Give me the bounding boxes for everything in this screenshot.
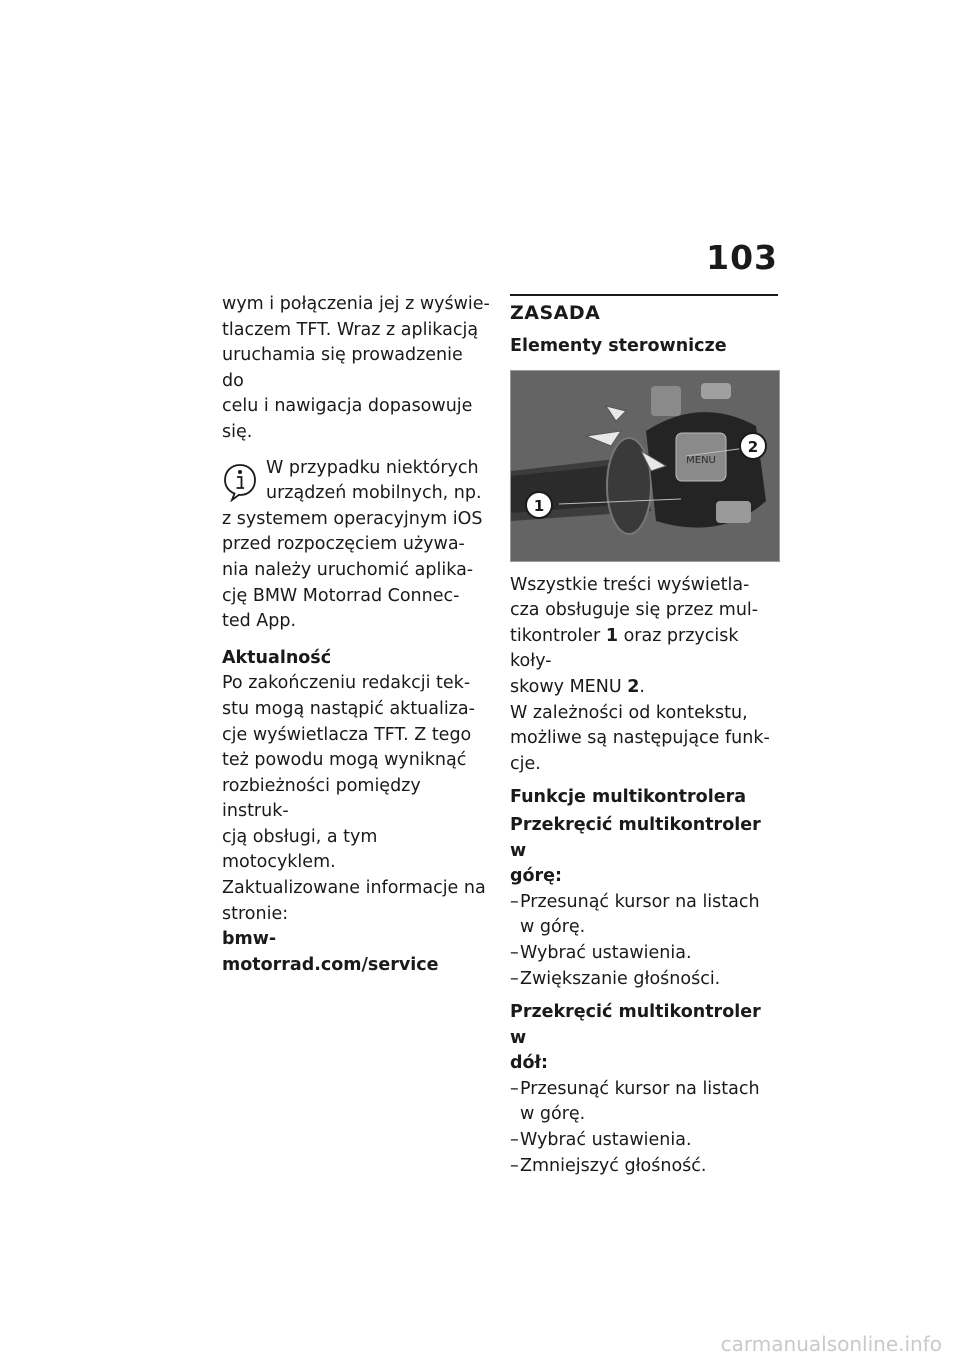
controls-description: Wszystkie treści wyświetla- cza obsługuje się przez mul- tikontroler 1 oraz przycisk koły- skowy MENU 2. W zależności od kontekstu, możliwe są następujące funk- cje.	[510, 574, 770, 774]
list-item: – Zmniejszyć głośność.	[510, 1155, 707, 1176]
rotate-up-heading: Przekręcić multikontroler w górę:	[510, 814, 761, 887]
aktualnosc-heading: Aktualność	[222, 647, 332, 668]
list-item: – Zwiększanie głośności.	[510, 968, 721, 989]
figure-label-2: 2	[747, 437, 759, 456]
intro-paragraph: wym i połączenia jej z wyświe- tlaczem TFT. Wraz z aplikacją uruchamia się prowadzenie do celu i nawigacja dopasowuje się.	[222, 294, 490, 442]
list-item: – Wybrać ustawienia.	[510, 942, 692, 963]
functions-heading: Funkcje multikontrolera	[510, 787, 747, 808]
rotate-up-list	[510, 890, 778, 992]
watermark: carmanualsonline.info	[720, 1332, 942, 1356]
aktualnosc-paragraph: Po zakończeniu redakcji tek- stu mogą nastąpić aktualiza- cje wyświetlacza TFT. Z tego też powodu mogą wyniknąć rozbieżności pomiędzy instruk- cją obsługi, a tym motocyklem. Zaktualizowane informacje na stronie:	[222, 673, 486, 924]
info-note: W przypadku niektórych urządzeń mobilnych, np. z systemem operacyjnym iOS przed rozpoczęciem używa- nia należy uruchomić aplika- cję BMW Motorrad Connec- ted App.	[222, 457, 483, 632]
list-item: – Przesunąć kursor na listach w górę.	[510, 1078, 760, 1125]
section-rule	[510, 294, 778, 296]
rotate-down-list	[510, 1077, 778, 1179]
left-column	[222, 292, 490, 978]
info-icon	[222, 462, 258, 502]
handlebar-controls-figure	[510, 370, 780, 562]
controls-heading: Elementy sterownicze	[510, 336, 727, 356]
right-column	[510, 294, 778, 1179]
figure-label-1: 1	[533, 496, 545, 515]
service-link[interactable]: bmw-motorrad.com/service	[222, 929, 439, 975]
page-number: 103	[706, 238, 778, 277]
menu-button-label: MENU	[686, 454, 716, 466]
rotate-down-heading: Przekręcić multikontroler w dół:	[510, 1002, 761, 1074]
section-title: ZASADA	[510, 302, 601, 324]
list-item: – Wybrać ustawienia.	[510, 1130, 692, 1151]
list-item: – Przesunąć kursor na listach w górę.	[510, 891, 760, 938]
